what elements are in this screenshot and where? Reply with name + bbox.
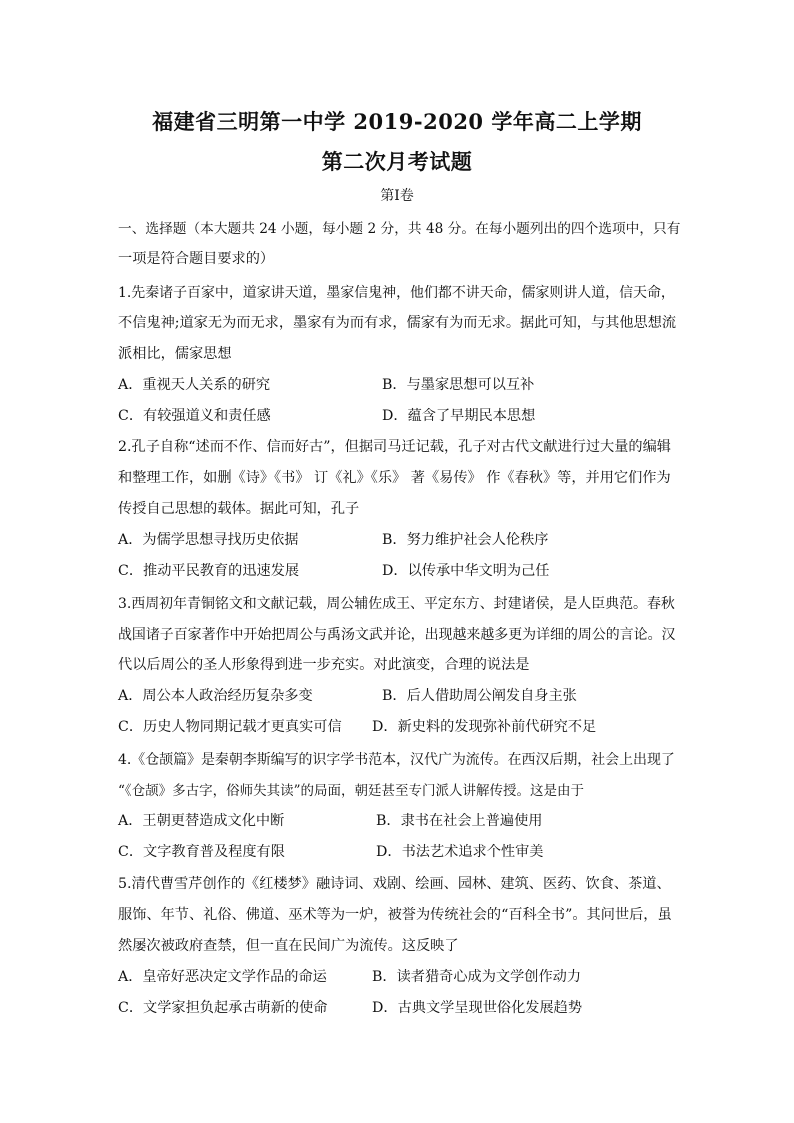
option-c[interactable]: C．文字教育普及程度有限 [118, 844, 285, 860]
question-stem-line: 代以后周公的圣人形象得到进一步充实。对此演变，合理的说法是 [118, 657, 530, 673]
option-c[interactable]: C．文学家担负起承古萌新的使命 [118, 1000, 328, 1016]
option-d[interactable]: D．古典文学呈现世俗化发展趋势 [372, 1000, 583, 1016]
option-b[interactable]: B．后人借助周公阐发自身主张 [382, 688, 577, 704]
option-b[interactable]: B．努力维护社会人伦秩序 [382, 532, 549, 548]
question-stem-line: 派相比，儒家思想 [118, 346, 232, 362]
question-stem-line: 和整理工作，如删《诗》《书》 订《礼》《乐》 著《易传》 作《春秋》等，并用它们作为 [118, 470, 671, 486]
option-d[interactable]: D．蕴含了早期民本思想 [382, 408, 536, 424]
part-label: 第I卷 [380, 188, 414, 204]
option-a[interactable]: A．周公本人政治经历复杂多变 [118, 688, 313, 704]
question-stem-line: 2.孔子自称“述而不作、信而好古”，但据司马迁记载，孔子对古代文献进行过大量的编辑 [118, 439, 671, 455]
section-header-line: 一项是符合题目要求的） [118, 251, 275, 267]
option-c[interactable]: C．历史人物同期记载才更真实可信 [118, 719, 342, 735]
option-d[interactable]: D．新史料的发现弥补前代研究不足 [372, 719, 597, 735]
question-stem-line: 5.清代曹雪芹创作的《红楼梦》融诗词、戏剧、绘画、园林、建筑、医药、饮食、茶道、 [118, 876, 671, 892]
option-b[interactable]: B．与墨家思想可以互补 [382, 377, 535, 393]
exam-title: 福建省三明第一中学 2019-2020 学年高二上学期 [152, 109, 642, 134]
option-a[interactable]: A．皇帝好恶决定文学作品的命运 [118, 969, 327, 985]
option-a[interactable]: A．王朝更替造成文化中断 [118, 813, 285, 829]
question-stem-line: 1.先秦诸子百家中，道家讲天道，墨家信鬼神，他们都不讲天命，儒家则讲人道，信天命， [118, 285, 675, 301]
option-d[interactable]: D．书法艺术追求个性审美 [376, 844, 544, 860]
option-d[interactable]: D．以传承中华文明为己任 [382, 563, 550, 579]
question-stem-line: 不信鬼神;道家无为而无求，墨家有为而有求，儒家有为而无求。据此可知，与其他思想流 [118, 315, 677, 331]
option-c[interactable]: C．推动平民教育的迅速发展 [118, 563, 300, 579]
question-stem-line: 战国诸子百家著作中开始把周公与禹汤文武并论，出现越来越多更为详细的周公的言论。汉 [118, 627, 676, 643]
option-a[interactable]: A．为儒学思想寻找历史依据 [118, 532, 299, 548]
question-stem-line: 传授自己思想的载体。据此可知，孔子 [118, 501, 360, 517]
exam-subtitle: 第二次月考试题 [321, 149, 473, 174]
option-b[interactable]: B．隶书在社会上普遍使用 [376, 813, 543, 829]
section-header-line: 一、选择题（本大题共 24 小题，每小题 2 分，共 48 分。在每小题列出的四个选项中，只有 [118, 221, 681, 237]
option-b[interactable]: B．读者猎奇心成为文学创作动力 [372, 969, 582, 985]
question-stem-line: 服饰、年节、礼俗、佛道、巫术等为一炉，被誉为传统社会的“百科全书”。其问世后，虽 [118, 907, 672, 923]
question-stem-line: 然屡次被政府查禁，但一直在民间广为流传。这反映了 [118, 938, 459, 954]
option-c[interactable]: C．有较强道义和责任感 [118, 408, 271, 424]
option-a[interactable]: A．重视天人关系的研究 [118, 377, 271, 393]
question-stem-line: 4.《仓颉篇》是秦朝李斯编写的识字学书范本，汉代广为流传。在西汉后期，社会上出现了 [118, 752, 675, 768]
question-stem-line: “《仓颉》多古字，俗师失其读”的局面，朝廷甚至专门派人讲解传授。这是由于 [118, 783, 585, 799]
question-stem-line: 3.西周初年青铜铭文和文献记载，周公辅佐成王、平定东方、封建诸侯，是人臣典范。春秋 [118, 596, 675, 612]
